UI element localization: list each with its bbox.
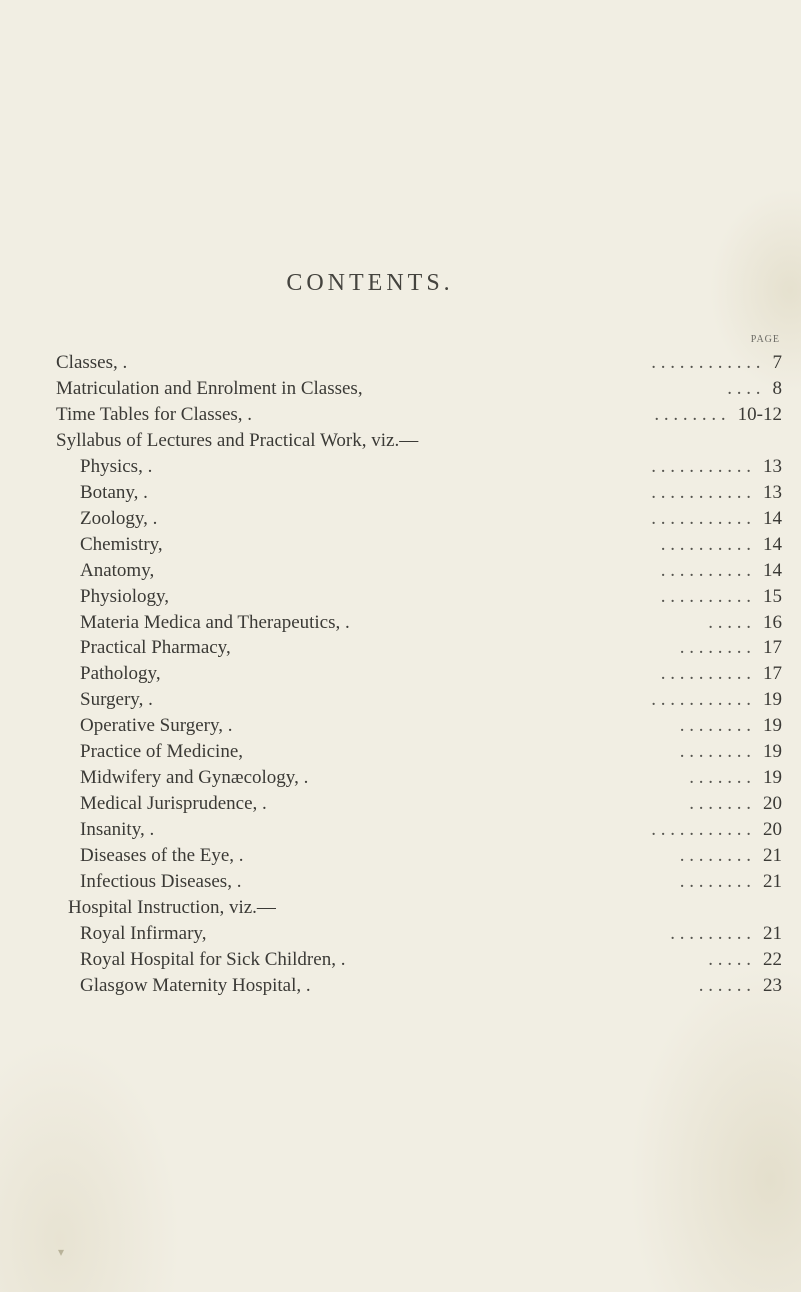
toc-entry: [80, 532, 782, 558]
toc-entry-page: 23: [763, 974, 782, 996]
toc-entry-label: Anatomy,: [80, 559, 155, 581]
toc-entry-page: 22: [763, 948, 782, 970]
toc-entry-page: 21: [763, 871, 782, 892]
toc-leader-dots: . . . . . . . . . . .: [651, 819, 751, 841]
toc-entry-page: 13: [763, 481, 782, 503]
toc-leader-dots: . . . . . . .: [689, 793, 751, 815]
toc-leader-dots: . . . . . . . .: [679, 637, 751, 659]
toc-entry-label: Glasgow Maternity Hospital, .: [80, 974, 311, 996]
toc-entry-label: Matriculation and Enrolment in Classes,: [56, 377, 363, 399]
toc-entry-label: Diseases of the Eye, .: [80, 845, 244, 867]
toc-entry-label: Royal Infirmary,: [80, 922, 207, 944]
page-column-heading: PAGE: [750, 334, 780, 345]
toc-entry: [80, 921, 782, 947]
toc-section-heading: [68, 895, 782, 921]
toc-entry-label: Chemistry,: [80, 533, 163, 555]
toc-entry-page: 14: [763, 507, 782, 529]
toc-entry-label: Physiology,: [80, 585, 170, 607]
toc-leader-dots: . . . . . . . .: [679, 871, 751, 892]
toc-leader-dots: . . . . . . . . . . .: [651, 481, 751, 503]
toc-entry-page: 8: [772, 377, 782, 399]
toc-entry: [80, 869, 782, 895]
toc-entry: [80, 687, 782, 713]
toc-entry-page: 20: [763, 793, 782, 815]
toc-entry-label: Time Tables for Classes, .: [56, 403, 253, 425]
toc-entry: [80, 661, 782, 687]
toc-entry-page: 19: [763, 715, 782, 737]
toc-entry-label: Operative Surgery, .: [80, 715, 233, 737]
toc-entry-label: Pathology,: [80, 663, 161, 685]
toc-entry-label: Midwifery and Gynæcology, .: [80, 767, 309, 789]
toc-leader-dots: . . . . . . .: [689, 767, 751, 789]
toc-entry-page: 19: [763, 767, 782, 789]
toc-entry: [80, 610, 782, 636]
toc-entry-page: 17: [763, 663, 782, 685]
toc-entry-label: Materia Medica and Therapeutics, .: [80, 611, 350, 633]
toc-entry: [80, 817, 782, 843]
toc-leader-dots: . . . . . . . . . .: [660, 663, 751, 685]
toc-entry-label: Classes, .: [56, 352, 128, 373]
toc-entry-label: Zoology, .: [80, 507, 158, 529]
toc-entry-label: Royal Hospital for Sick Children, .: [80, 948, 346, 970]
toc-entry: [80, 480, 782, 506]
toc-entry: [56, 376, 782, 402]
toc-leader-dots: . . . . . . . . . . .: [651, 689, 751, 711]
toc-entry: [80, 765, 782, 791]
toc-entry: [80, 973, 782, 999]
toc-leader-dots: . . . . . .: [698, 974, 751, 996]
toc-leader-dots: . . . . . . . . . .: [660, 533, 751, 555]
toc-entry: [80, 791, 782, 817]
toc-entry-label: Syllabus of Lectures and Practical Work, viz.—: [56, 429, 419, 451]
toc-entry-page: 17: [763, 637, 782, 659]
toc-entry-label: Practical Pharmacy,: [80, 637, 231, 659]
toc-entry: [80, 635, 782, 661]
toc-entry: [80, 713, 782, 739]
toc-entry-label: Medical Jurisprudence, .: [80, 793, 267, 815]
toc-entry-page: 21: [763, 922, 782, 944]
toc-entry: [80, 584, 782, 610]
toc-entry: [56, 402, 782, 428]
toc-entry-page: 19: [763, 741, 782, 763]
toc-entry: [80, 843, 782, 869]
toc-entry-page: 13: [763, 455, 782, 477]
toc-leader-dots: . . . . . . . .: [679, 741, 751, 763]
toc-section-heading: [56, 428, 782, 454]
toc-entry-label: Hospital Instruction, viz.—: [68, 896, 276, 918]
toc-entry: [56, 350, 782, 376]
toc-leader-dots: . . . . . . . . . . .: [651, 507, 751, 529]
toc-entry-page: 14: [763, 533, 782, 555]
toc-leader-dots: . . . .: [727, 377, 761, 399]
toc-entry: [80, 454, 782, 480]
toc-entry-label: Insanity, .: [80, 819, 155, 841]
toc-leader-dots: . . . . .: [708, 611, 751, 633]
toc-leader-dots: . . . . . . . . . .: [660, 559, 751, 581]
ink-speck-mark: ▾: [58, 1245, 65, 1259]
toc-leader-dots: . . . . .: [708, 948, 751, 970]
toc-entry-page: 19: [763, 689, 782, 711]
toc-entry-label: Infectious Diseases, .: [80, 871, 242, 892]
toc-entry-page: 14: [763, 559, 782, 581]
toc-leader-dots: . . . . . . . . .: [670, 922, 751, 944]
contents-title: CONTENTS.: [286, 270, 454, 296]
toc-entry-label: Physics, .: [80, 455, 153, 477]
toc-entry: [80, 558, 782, 584]
toc-entry: [80, 739, 782, 765]
toc-leader-dots: . . . . . . . .: [654, 403, 726, 425]
toc-entry-label: Practice of Medicine,: [80, 741, 244, 763]
toc-leader-dots: . . . . . . . . . . .: [651, 455, 751, 477]
toc-leader-dots: . . . . . . . .: [679, 845, 751, 867]
toc-entry: [80, 506, 782, 532]
toc-entry: [80, 947, 782, 973]
toc-leader-dots: . . . . . . . .: [679, 715, 751, 737]
toc-leader-dots: . . . . . . . . . .: [660, 585, 751, 607]
toc-entry-label: Surgery, .: [80, 689, 153, 711]
toc-entry-page: 16: [763, 611, 782, 633]
toc-leader-dots: . . . . . . . . . . . .: [651, 352, 761, 373]
toc-entry-page: 21: [763, 845, 782, 867]
toc-entry-page: 7: [772, 352, 782, 373]
toc-entry-page: 20: [763, 819, 782, 841]
toc-entry-label: Botany, .: [80, 481, 148, 503]
toc-entry-page: 10-12: [737, 403, 782, 425]
toc-entry-page: 15: [763, 585, 782, 607]
